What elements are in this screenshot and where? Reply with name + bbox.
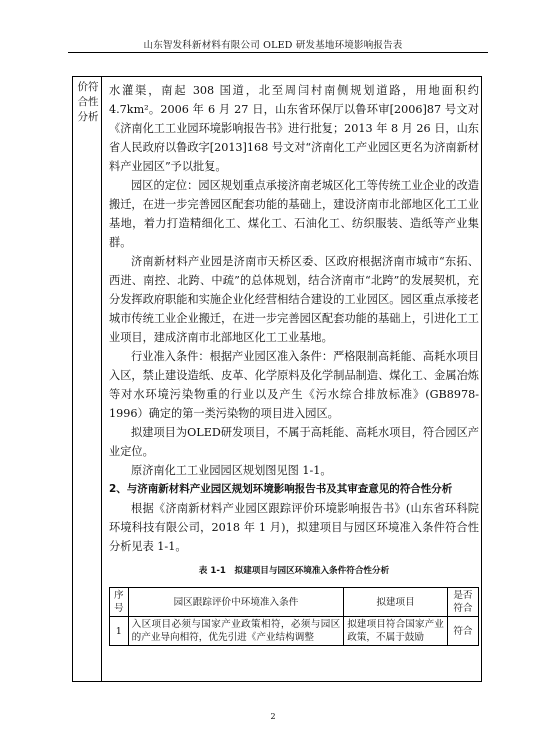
header-project: 拟建项目 (344, 588, 448, 617)
header-rule (68, 52, 488, 53)
paragraph-project-fit: 拟建项目为OLED研发项目，不属于高耗能、高耗水项目，符合园区产业定位。 (109, 426, 479, 458)
table-title: 表 1-1 拟建项目与园区环境准入条件符合性分析 (198, 566, 390, 576)
analysis-table-frame (72, 76, 482, 682)
paragraph-positioning: 园区的定位：园区规划重点承接济南老城区化工等传统工业企业的改造搬迁，在进一步完善园区配套功能的基础上，建设济南市北部地区化工工业基地，着力打造精细化工、煤化工、石油化工、纺织服装、造纸等产业集群。 (109, 179, 479, 249)
paragraph-park-overview: 济南新材料产业园是济南市天桥区委、区政府根据济南市城市“东拓、西进、南控、北跨、中疏”的总体规划，结合济南市“北跨”的发展契机，充分发挥政府职能和实施企业化经营相结合建设的工业园区。园区重点承接老城市传统工业企业搬迁，在进一步完善园区配套功能的基础上，引进化工工业项目，建成济南市北部地区化工工业基地。 (109, 255, 479, 344)
header-compliant: 是否符合 (447, 588, 478, 617)
side-label-line: 价符 (77, 81, 99, 93)
side-label-line: 合性 (77, 96, 99, 108)
side-label-line: 分析 (77, 111, 99, 123)
cell-compliant: 符合 (447, 617, 478, 646)
paragraph-figure-ref: 原济南化工工业园园区规划图见图 1-1。 (131, 464, 332, 477)
document-header: 山东智发科新材料有限公司 OLED 研发基地环境影响报告表 (143, 40, 403, 51)
paragraph-access-conditions: 行业准入条件：根据产业园区准入条件：严格限制高耗能、高耗水项目入区，禁止建设造纸、皮革、化学原料及化学制品制造、煤化工、金属冶炼等对水环境污染物重的行业以及产生《污水综合排放标准》(GB8978-1996）确定的第一类污染物的项目进入园区。 (109, 350, 479, 420)
side-label-column (73, 77, 102, 681)
table-row (110, 617, 479, 646)
table-header-row (110, 588, 479, 617)
cell-project: 拟建项目符合国家产业政策，不属于鼓励 (344, 617, 448, 646)
cell-requirement: 入区项目必须与国家产业政策相符，必须与园区的产业导向相符，优先引进《产业结构调整 (128, 617, 344, 646)
analysis-content (109, 81, 479, 646)
side-label (77, 80, 99, 125)
section-heading: 2、与济南新材料产业园区规划环境影响报告书及其审查意见的符合性分析 (109, 483, 453, 495)
header-no: 序号 (110, 588, 129, 617)
paragraph-location: 水灌渠，南起 308 国道，北至周闫村南侧规划道路，用地面积约 4.7km²。2006 年 6 月 27 日，山东省环保厅以鲁环审[2006]87 号文对《济南化工工业园环境影响报告书》进行批复；2013 年 8 月 26 日，山东省人民政府以鲁政字[2013]168 号文对“济南化工产业园区更名为济南新材料产业园区”予以批复。 (109, 84, 479, 173)
header-requirement: 园区跟踪评价中环境准入条件 (128, 588, 344, 617)
page-number: 2 (270, 712, 276, 721)
paragraph-table-ref: 根据《济南新材料产业园区跟踪评价环境影响报告书》(山东省环科院环境科技有限公司，2018 年 1 月)，拟建项目与园区环境准入条件符合性分析见表 1-1。 (109, 502, 479, 553)
cell-no: 1 (110, 617, 129, 646)
compliance-table (109, 587, 479, 646)
